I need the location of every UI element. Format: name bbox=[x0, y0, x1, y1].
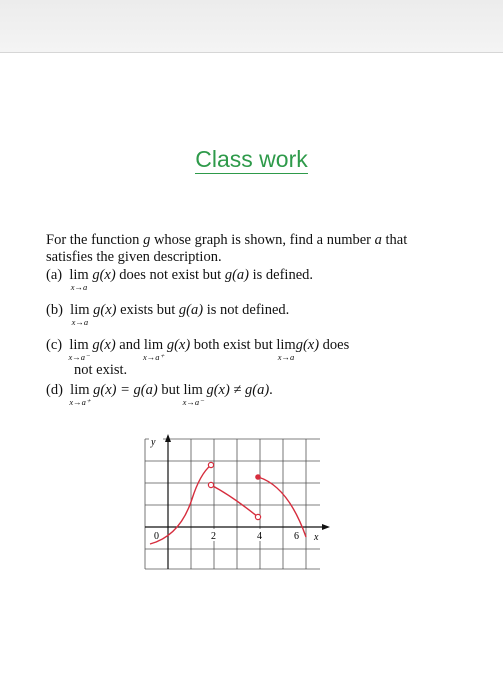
limit: lim x→a⁺ bbox=[143, 337, 165, 362]
limit: lim x→a⁻ bbox=[182, 382, 204, 407]
open-point bbox=[208, 462, 213, 467]
part-c-continued: not exist. bbox=[74, 362, 128, 378]
part-d: (d) lim x→a⁺ g(x) = g(a) but lim x→a⁻ g(x) ≠ g(a). bbox=[46, 382, 273, 407]
x-tick-label: 2 bbox=[211, 531, 216, 542]
y-axis-arrow bbox=[165, 434, 171, 442]
x-axis-label: x bbox=[314, 532, 319, 543]
limit: lim x→a bbox=[69, 267, 89, 292]
curve-middle-piece bbox=[211, 485, 258, 517]
x-tick-label: 6 bbox=[294, 531, 299, 542]
open-point bbox=[208, 482, 213, 487]
part-a: (a) lim x→a g(x) does not exist but g(a) is defined. bbox=[46, 267, 314, 292]
top-toolbar bbox=[0, 0, 503, 53]
limit: lim x→a bbox=[276, 337, 296, 362]
x-axis-arrow bbox=[322, 524, 330, 530]
limit: lim x→a⁻ bbox=[68, 337, 90, 362]
curve-right-piece bbox=[258, 477, 306, 537]
part-b: (b) lim x→a g(x) exists but g(a) is not defined. bbox=[46, 302, 290, 327]
part-c: (c) lim x→a⁻ g(x) and lim x→a⁺ g(x) both exist but lim x→a g(x) does bbox=[46, 337, 350, 362]
problem-statement: For the function g whose graph is shown, find a number a that satisfies the given description. bbox=[46, 232, 408, 265]
origin-label: 0 bbox=[154, 531, 159, 542]
page-title: Class work bbox=[195, 146, 308, 172]
grid-lines bbox=[145, 439, 320, 569]
y-axis-label: y bbox=[151, 437, 156, 448]
filled-point bbox=[255, 474, 261, 480]
limit: lim x→a bbox=[70, 302, 90, 327]
function-graph bbox=[140, 434, 335, 574]
x-tick-label: 4 bbox=[257, 531, 262, 542]
open-point bbox=[255, 514, 260, 519]
limit: lim x→a⁺ bbox=[69, 382, 91, 407]
